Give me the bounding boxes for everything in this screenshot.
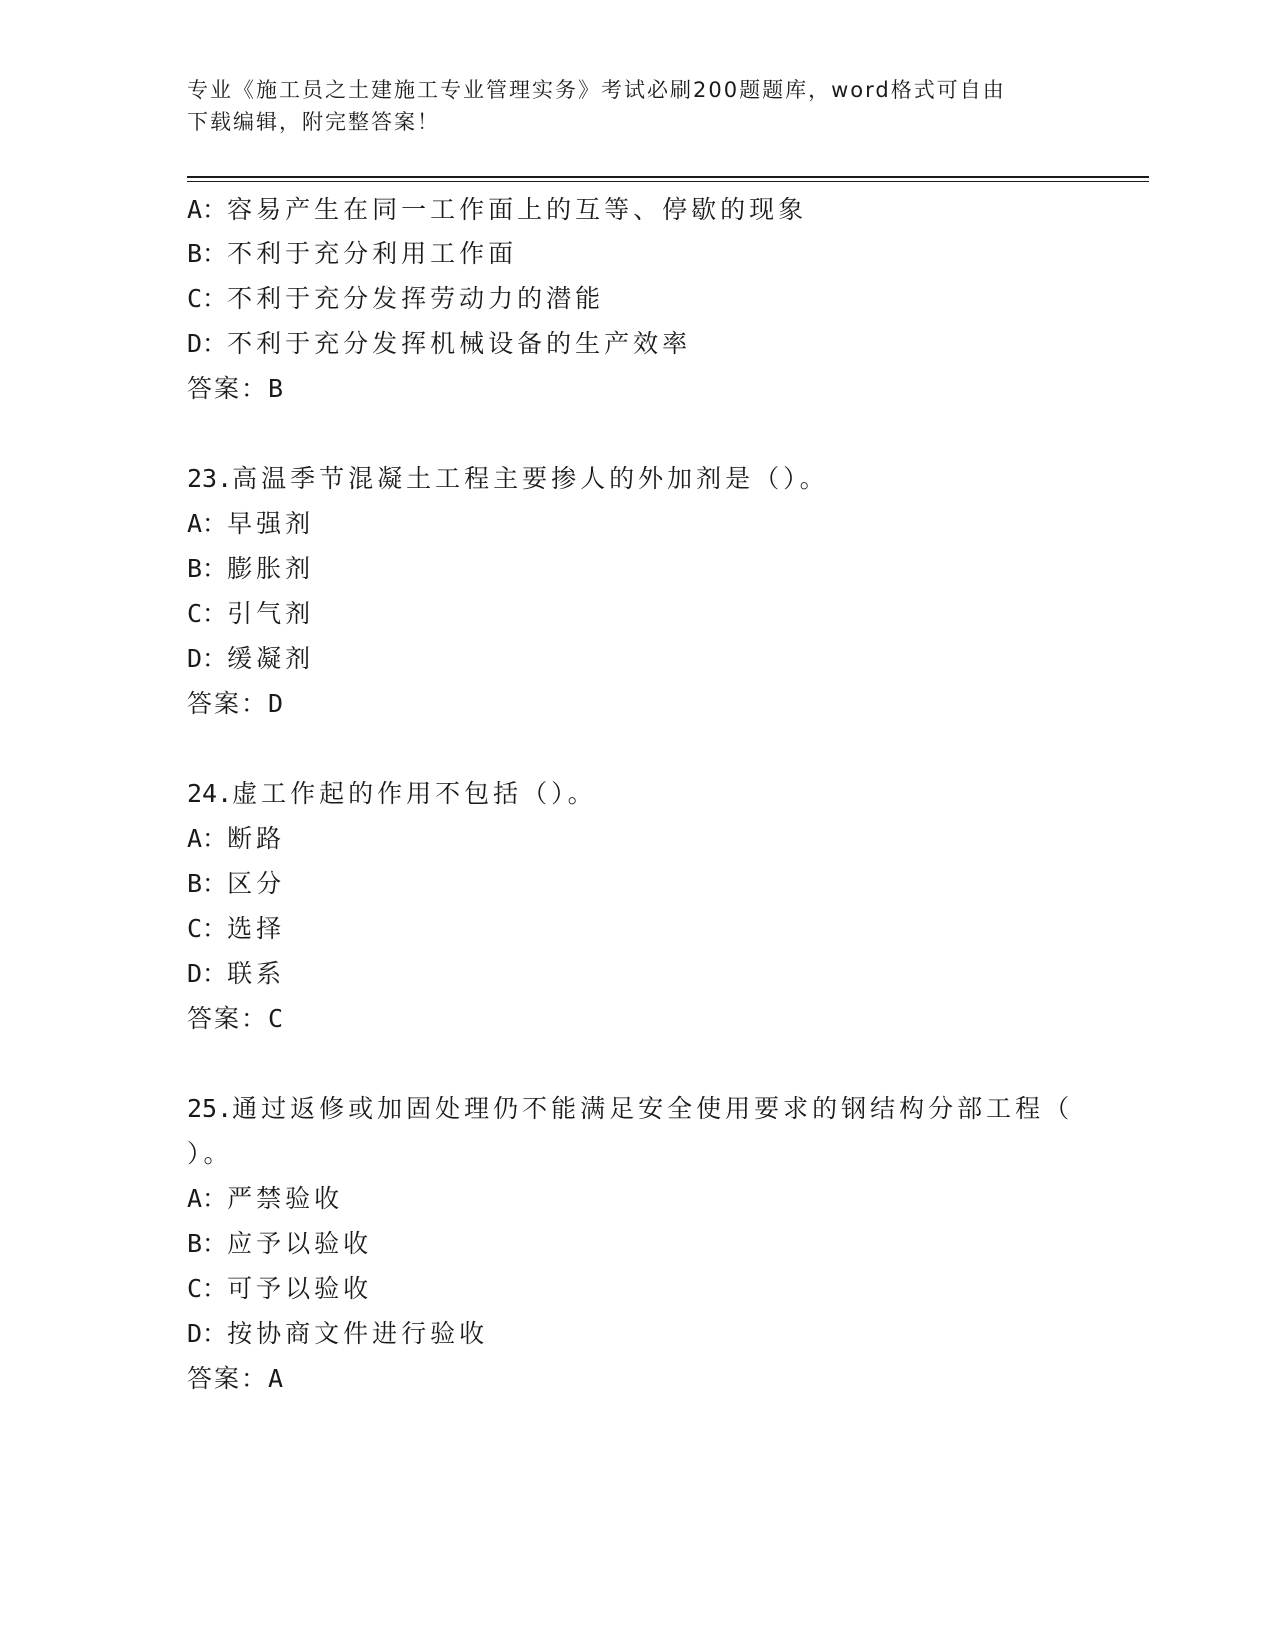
answer-value: A [268, 1364, 284, 1393]
option-c: C：选择 [187, 914, 286, 943]
option-d: D：不利于充分发挥机械设备的生产效率 [187, 329, 692, 358]
document-header [187, 74, 1067, 138]
option-a: A：严禁验收 [187, 1184, 344, 1213]
option-a: A：早强剂 [187, 509, 315, 538]
question-24: 24.虚工作起的作用不包括（）。 [187, 779, 597, 808]
option-b: B：区分 [187, 869, 286, 898]
option-b: B：不利于充分利用工作面 [187, 239, 518, 268]
header-line-2: 下载编辑，附完整答案！ [187, 110, 440, 134]
header-line-1: 专业《施工员之土建施工专业管理实务》考试必刷200题题库，word格式可自由 [187, 78, 1006, 102]
question-25-continuation: ）。 [187, 1139, 233, 1168]
question-23: 23.高温季节混凝土工程主要掺人的外加剂是（）。 [187, 464, 829, 493]
header-divider-thin [187, 181, 1149, 182]
answer-value: D [268, 689, 284, 718]
option-b: B：应予以验收 [187, 1229, 373, 1258]
option-a: A：容易产生在同一工作面上的互等、停歇的现象 [187, 195, 808, 224]
answer-line: 答案：A [187, 1364, 284, 1393]
option-c: C：引气剂 [187, 599, 315, 628]
option-d: D：联系 [187, 959, 286, 988]
option-b: B：膨胀剂 [187, 554, 315, 583]
answer-line: 答案：B [187, 374, 284, 403]
header-divider-thick [187, 176, 1149, 178]
option-d: D：缓凝剂 [187, 644, 315, 673]
answer-value: C [268, 1004, 284, 1033]
answer-line: 答案：C [187, 1004, 284, 1033]
answer-value: B [268, 374, 284, 403]
answer-line: 答案：D [187, 689, 284, 718]
option-c: C：不利于充分发挥劳动力的潜能 [187, 284, 605, 313]
option-a: A：断路 [187, 824, 286, 853]
question-25: 25.通过返修或加固处理仍不能满足安全使用要求的钢结构分部工程（ [187, 1094, 1074, 1123]
option-c: C：可予以验收 [187, 1274, 373, 1303]
option-d: D：按协商文件进行验收 [187, 1319, 489, 1348]
